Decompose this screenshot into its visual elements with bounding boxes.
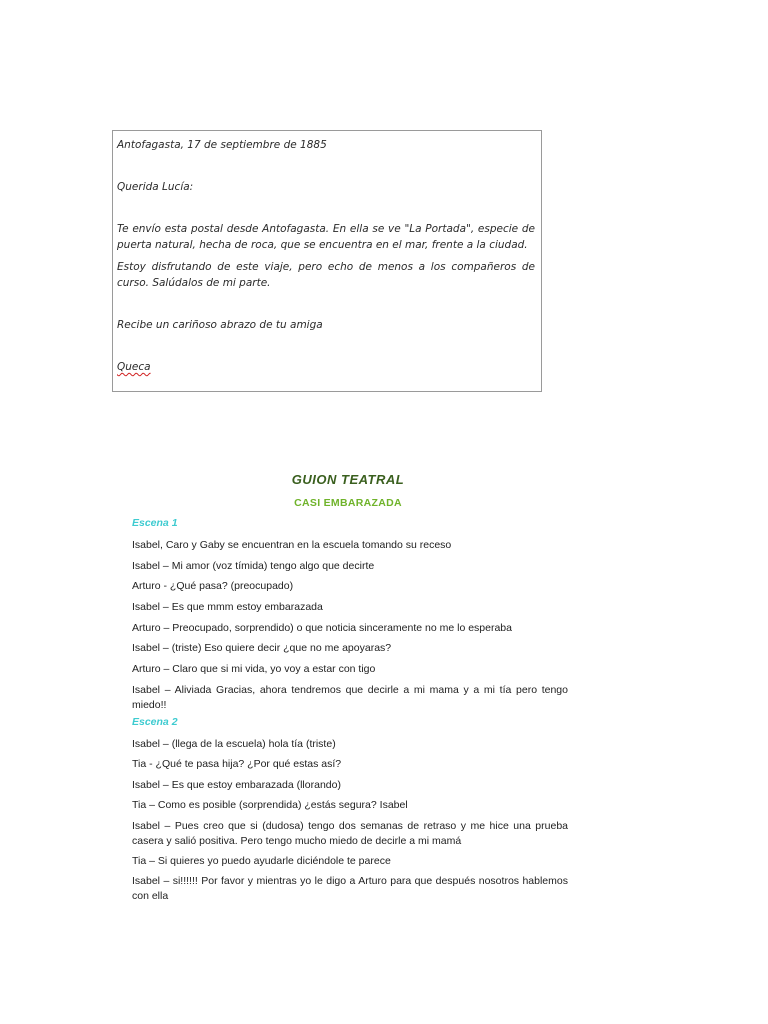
- scene-1-line: Arturo – Preocupado, sorprendido) o que noticia sinceramente no me lo esperaba: [132, 622, 512, 634]
- scene-1-line: Isabel – Mi amor (voz tímida) tengo algo que decirte: [132, 560, 375, 572]
- scene-2-line: Isabel – Es que estoy embarazada (llorando): [132, 779, 341, 791]
- scene-1-line: Isabel, Caro y Gaby se encuentran en la escuela tomando su receso: [132, 539, 452, 551]
- letter-greeting: Querida Lucía:: [117, 181, 194, 193]
- signature-text: Queca: [117, 361, 151, 373]
- letter-closing: Recibe un cariñoso abrazo de tu amiga: [117, 319, 323, 331]
- scene-1-line: Arturo - ¿Qué pasa? (preocupado): [132, 580, 294, 592]
- letter-date-line: Antofagasta, 17 de septiembre de 1885: [117, 139, 327, 151]
- scene-2-heading: Escena 2: [132, 716, 178, 728]
- scene-2-line: Isabel – (llega de la escuela) hola tía (triste): [132, 738, 336, 750]
- script-title: GUION TEATRAL: [291, 472, 405, 487]
- scene-2-line: Isabel – Pues creo que si (dudosa) tengo dos semanas de retraso y me hice una prueba casera y salió positiva. Pero tengo mucho miedo de decirle a mi mamá: [132, 820, 568, 847]
- letter-paragraph-2: Estoy disfrutando de este viaje, pero echo de menos a los compañeros de curso. Salúdalos de mi parte.: [117, 261, 535, 289]
- scene-1-heading: Escena 1: [132, 517, 178, 529]
- scene-1-line: Isabel – Aliviada Gracias, ahora tendremos que decirle a mi mama y a mi tía pero tengo miedo!!: [132, 684, 568, 711]
- scene-2-line: Tia - ¿Qué te pasa hija? ¿Por qué estas así?: [132, 758, 342, 770]
- script-subtitle: CASI EMBARAZADA: [294, 497, 402, 509]
- scene-1-line: Arturo – Claro que si mi vida, yo voy a estar con tigo: [132, 663, 376, 675]
- scene-2-line: Tia – Si quieres yo puedo ayudarle diciéndole te parece: [132, 855, 391, 867]
- scene-1-line: Isabel – Es que mmm estoy embarazada: [132, 601, 323, 613]
- scene-2-line: Tia – Como es posible (sorprendida) ¿estás segura? Isabel: [132, 799, 408, 811]
- scene-1-line: Isabel – (triste) Eso quiere decir ¿que no me apoyaras?: [132, 642, 392, 654]
- scene-2-line: Isabel – si!!!!!! Por favor y mientras yo le digo a Arturo para que después nosotros hablemos con ella: [132, 875, 568, 902]
- letter-paragraph-1: Te envío esta postal desde Antofagasta. En ella se ve "La Portada", especie de puerta natural, hecha de roca, que se encuentra en el mar, frente a la ciudad.: [117, 223, 535, 251]
- postcard-letter: [112, 130, 542, 392]
- letter-signature: [117, 359, 535, 375]
